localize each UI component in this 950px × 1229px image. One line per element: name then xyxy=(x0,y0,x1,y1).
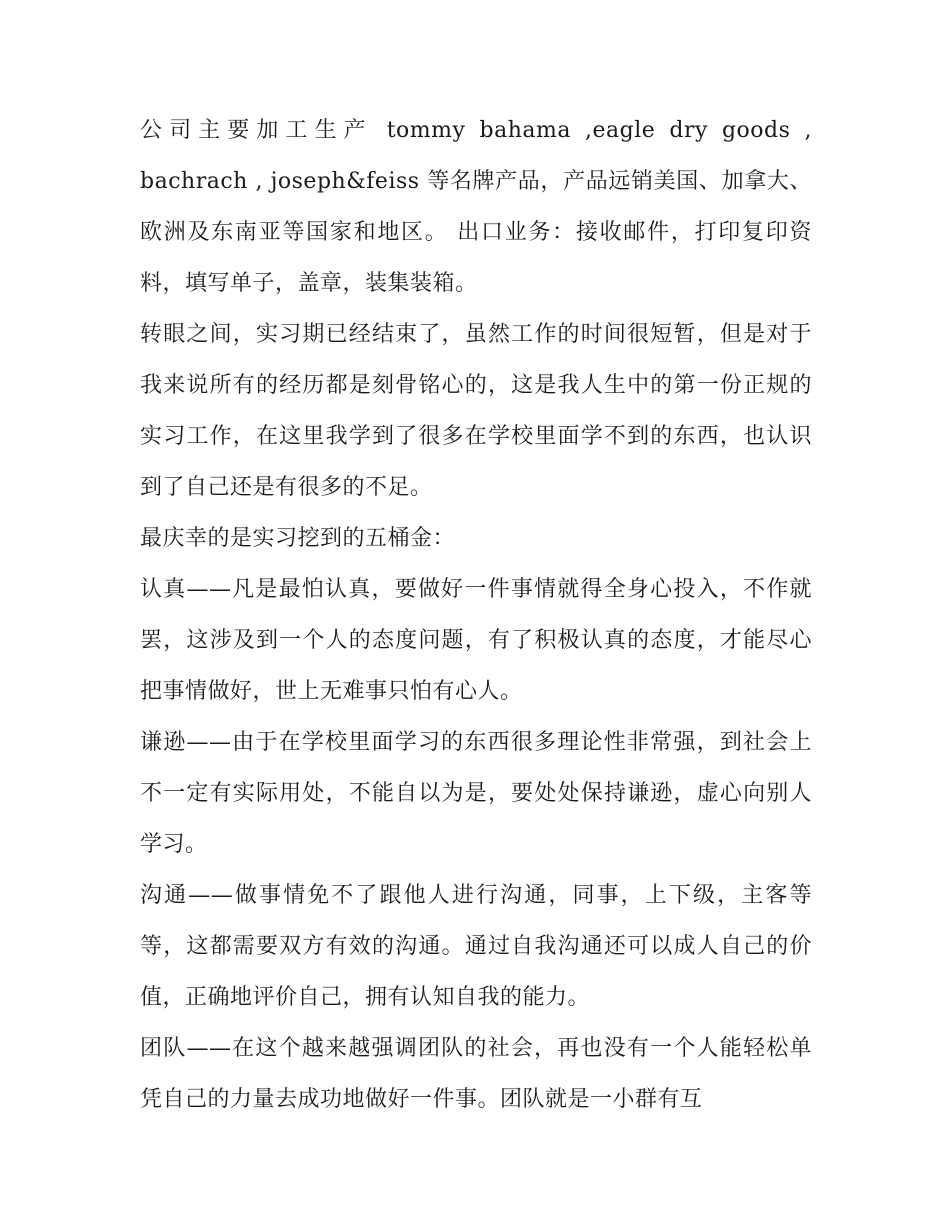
paragraph-modesty: 谦逊——由于在学校里面学习的东西很多理论性非常强，到社会上不一定有实际用处，不能自以为是，要处处保持谦逊，虚心向别人学习。 xyxy=(140,730,812,857)
paragraph-internship-reflection: 转眼之间，实习期已经结束了，虽然工作的时间很短暂，但是对于我来说所有的经历都是刻骨铭心的，这是我人生中的第一份正规的实习工作，在这里我学到了很多在学校里面学不到的东西，也认识到了自己还是有很多的不足。 xyxy=(140,322,812,500)
paragraph-five-lessons-intro: 最庆幸的是实习挖到的五桶金： xyxy=(140,526,456,551)
paragraph-communication: 沟通——做事情免不了跟他人进行沟通，同事，上下级，主客等等，这都需要双方有效的沟通。通过自我沟通还可以成人自己的价值，正确地评价自己，拥有认知自我的能力。 xyxy=(140,883,812,1010)
paragraph-teamwork: 团队——在这个越来越强调团队的社会，再也没有一个人能轻松单凭自己的力量去成功地做好一件事。团队就是一小群有互 xyxy=(140,1036,812,1112)
paragraph-company-intro: 公司主要加工生产 tommy bahama ,eagle dry goods , bachrach , joseph&feiss 等名牌产品，产品远销美国、加拿大、欧洲及东南亚等国家和地区。 出口业务：接收邮件，打印复印资料，填写单子，盖章，装集装箱。 xyxy=(140,118,812,296)
document-body xyxy=(140,105,812,1125)
paragraph-seriousness: 认真——凡是最怕认真，要做好一件事情就得全身心投入，不作就罢，这涉及到一个人的态度问题，有了积极认真的态度，才能尽心把事情做好，世上无难事只怕有心人。 xyxy=(140,577,812,704)
